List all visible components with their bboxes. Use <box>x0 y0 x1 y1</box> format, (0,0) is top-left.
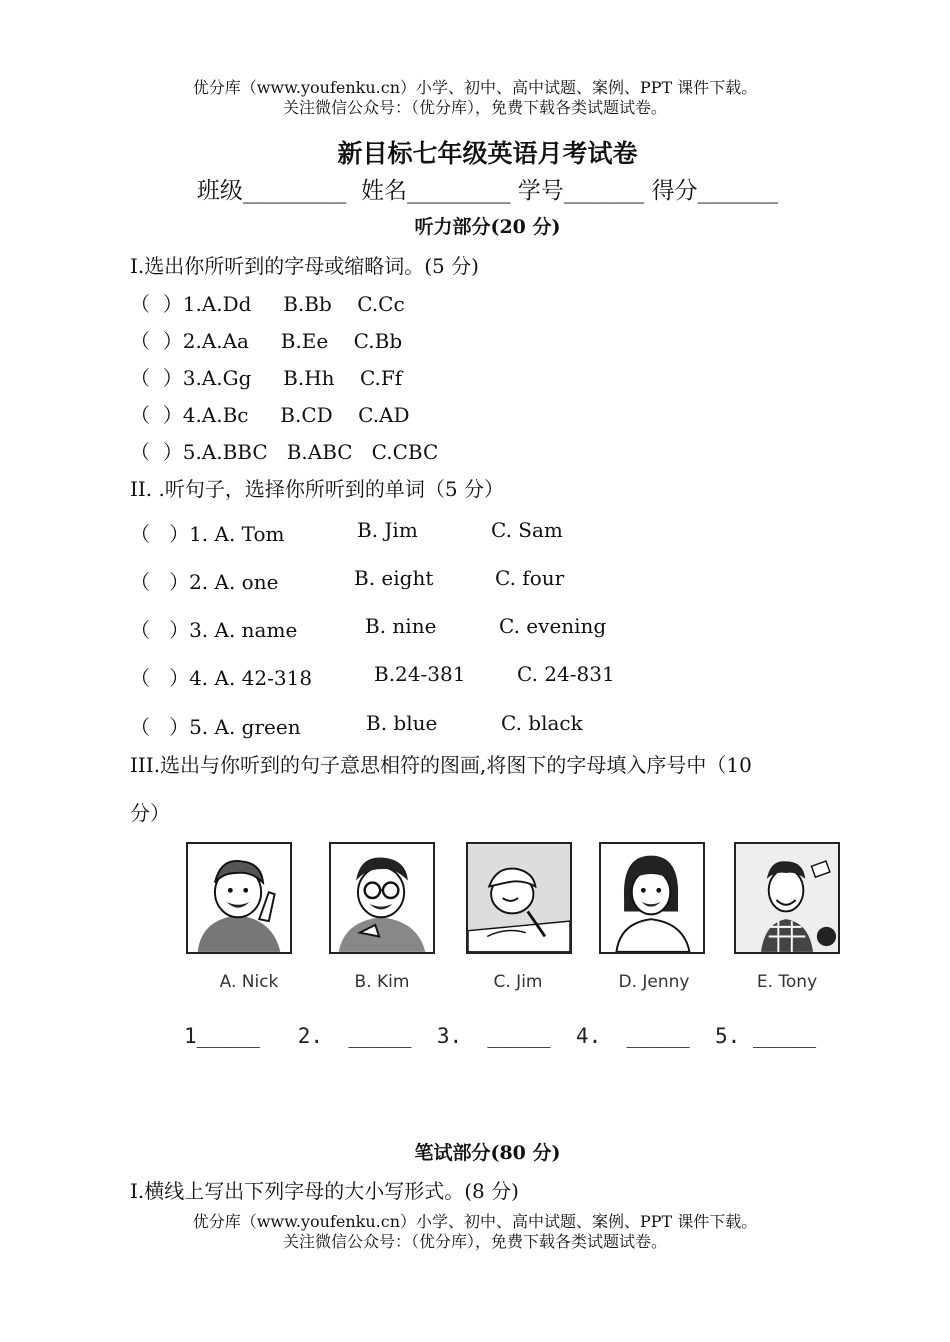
part1-item-5: （ ）5.A.BBC B.ABC C.CBC <box>130 440 439 464</box>
part1-item-4: （ ）4.A.Bc B.CD C.AD <box>130 403 410 427</box>
part2-item-3-a: （ ）3. A. name <box>130 618 298 642</box>
page-header-line-1: 优分库（www.youfenku.cn）小学、初中、高中试题、案例、PPT 课件下载。 <box>192 78 758 97</box>
part3-answer-blanks: 1_____ 2. _____ 3. _____ 4. _____ 5. _____ <box>184 1024 817 1048</box>
caption-jenny: D. Jenny <box>618 972 690 992</box>
part2-item-2-a: （ ）2. A. one <box>130 570 279 594</box>
part3-instruction-line-2: 分） <box>130 801 170 825</box>
written-section-heading: 笔试部分(80 分) <box>414 1142 561 1164</box>
part2-instruction: II. .听句子，选择你所听到的单词（5 分） <box>130 477 504 501</box>
part1-instruction: I.选出你所听到的字母或缩略词。(5 分) <box>130 254 479 278</box>
part2-item-1-a: （ ）1. A. Tom <box>130 522 285 546</box>
part2-item-2-c: C. four <box>495 566 565 590</box>
caption-jim: C. Jim <box>493 972 543 992</box>
part2-item-1-b: B. Jim <box>357 518 418 542</box>
part2-item-2-b: B. eight <box>354 566 434 590</box>
part1-item-1: （ ）1.A.Dd B.Bb C.Cc <box>130 292 405 316</box>
picture-nick <box>186 842 292 954</box>
part2-item-5-a: （ ）5. A. green <box>130 715 301 739</box>
caption-tony: E. Tony <box>756 972 818 992</box>
boy-writing-illustration <box>468 844 570 952</box>
part3-instruction-line-1: III.选出与你听到的句子意思相符的图画,将图下的字母填入序号中（10 <box>130 753 752 777</box>
exam-title: 新目标七年级英语月考试卷 <box>337 139 638 168</box>
caption-kim: B. Kim <box>354 972 410 992</box>
part2-item-4-b: B.24-381 <box>374 662 466 686</box>
part1-item-2: （ ）2.A.Aa B.Ee C.Bb <box>130 329 403 353</box>
caption-nick: A. Nick <box>219 972 279 992</box>
part2-item-3-b: B. nine <box>365 614 437 638</box>
page-header-line-2: 关注微信公众号：（优分库），免费下载各类试题试卷。 <box>282 98 667 117</box>
student-info-fields: 班级_________ 姓名_________ 学号_______ 得分_______ <box>196 178 779 204</box>
listening-section-heading: 听力部分(20 分) <box>414 216 561 238</box>
page-footer-line-1: 优分库（www.youfenku.cn）小学、初中、高中试题、案例、PPT 课件下载。 <box>192 1212 758 1231</box>
part1-item-3: （ ）3.A.Gg B.Hh C.Ff <box>130 366 403 390</box>
part2-item-5-b: B. blue <box>366 711 438 735</box>
part2-item-5-c: C. black <box>501 711 583 735</box>
written-part1-instruction: I.横线上写出下列字母的大小写形式。(8 分) <box>130 1179 519 1203</box>
picture-jim <box>466 842 572 954</box>
boy-waving-illustration <box>188 844 290 952</box>
part2-item-3-c: C. evening <box>499 614 607 638</box>
part2-item-4-a: （ ）4. A. 42-318 <box>130 666 313 690</box>
picture-jenny <box>599 842 705 954</box>
part2-item-1-c: C. Sam <box>491 518 563 542</box>
page-footer-line-2: 关注微信公众号：（优分库），免费下载各类试题试卷。 <box>282 1232 667 1251</box>
picture-kim <box>329 842 435 954</box>
boy-in-plaid-shirt-illustration <box>736 844 838 952</box>
part2-item-4-c: C. 24-831 <box>517 662 615 686</box>
picture-tony <box>734 842 840 954</box>
boy-with-glasses-illustration <box>331 844 433 952</box>
girl-illustration <box>601 844 703 952</box>
